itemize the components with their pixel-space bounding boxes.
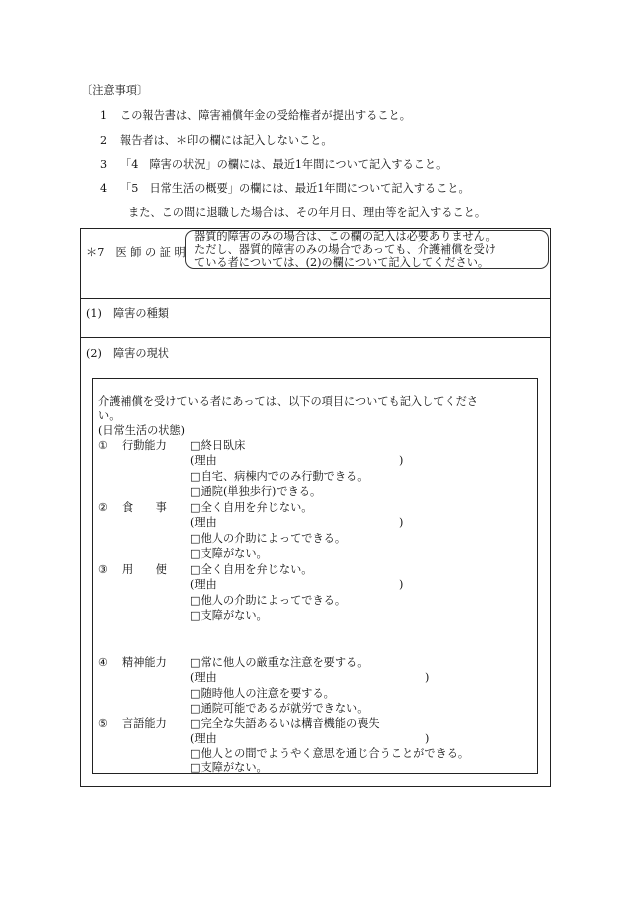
- reason-close: ): [425, 732, 430, 745]
- checkbox-option[interactable]: □支障がない。: [190, 761, 268, 774]
- reason-close: ): [425, 671, 430, 684]
- checkbox-option[interactable]: □完全な失語あるいは構音機能の喪失: [190, 717, 380, 730]
- checkbox-option[interactable]: □随時他人の注意を要する。: [190, 687, 335, 700]
- notes-title: 〔注意事項〕: [81, 84, 149, 97]
- daily-life-heading: (日常生活の状態): [98, 424, 186, 437]
- doctor-certificate-form: [80, 228, 551, 787]
- doctor-certificate-label: ＊7 医 師 の 証 明: [86, 246, 186, 259]
- section-injury-type: (1) 障害の種類: [86, 307, 169, 320]
- reason-field[interactable]: (理由: [190, 578, 217, 591]
- checkbox-option[interactable]: □終日臥床: [190, 439, 246, 452]
- note-continuation: また、この間に退職した場合は、その年月日、理由等を記入すること。: [128, 206, 487, 219]
- note-item-1: 1 この報告書は、障害補償年金の受給権者が提出すること。: [100, 109, 411, 122]
- category-speech: ⑤ 言語能力: [98, 717, 167, 730]
- checkbox-option[interactable]: □支障がない。: [190, 609, 268, 622]
- checkbox-option[interactable]: □通院可能であるが就労できない。: [190, 702, 369, 715]
- reason-field[interactable]: (理由: [190, 516, 217, 529]
- reason-close: ): [399, 578, 404, 591]
- reason-close: ): [399, 454, 404, 467]
- checkbox-option[interactable]: □他人との間でようやく意思を通じ合うことができる。: [190, 747, 470, 760]
- checkbox-option[interactable]: □他人の介助によってできる。: [190, 532, 347, 545]
- category-eating: ② 食 事: [98, 501, 167, 514]
- reason-field[interactable]: (理由: [190, 732, 217, 745]
- section-injury-status: (2) 障害の現状: [86, 347, 169, 360]
- checkbox-option[interactable]: □全く自用を弁じない。: [190, 501, 313, 514]
- intro-line-1: 介護補償を受けている者にあっては、以下の項目についても記入してくださ: [98, 395, 479, 408]
- bracket-line-2: ただし、器質的障害のみの場合であっても、介護補償を受け: [194, 243, 496, 256]
- checkbox-option[interactable]: □支障がない。: [190, 547, 268, 560]
- note-item-2: 2 報告者は、＊印の欄には記入しないこと。: [100, 134, 333, 147]
- category-toileting: ③ 用 便: [98, 563, 167, 576]
- reason-field[interactable]: (理由: [190, 454, 217, 467]
- checkbox-option[interactable]: □常に他人の厳重な注意を要する。: [190, 656, 369, 669]
- bracket-line-3: ている者については、(2)の欄について記入してください。: [194, 256, 490, 269]
- intro-line-2: い。: [98, 409, 121, 422]
- reason-field[interactable]: (理由: [190, 671, 217, 684]
- care-status-box: [92, 378, 538, 774]
- note-item-4: 4 「5 日常生活の概要」の欄には、最近1年間について記入すること。: [100, 182, 470, 195]
- checkbox-option[interactable]: □全く自用を弁じない。: [190, 563, 313, 576]
- divider: [81, 337, 550, 338]
- category-mobility: ① 行動能力: [98, 439, 167, 452]
- bracket-line-1: 器質的障害のみの場合は、この欄の記入は必要ありません。: [194, 230, 497, 243]
- category-mental: ④ 精神能力: [98, 656, 167, 669]
- checkbox-option[interactable]: □通院(単独歩行)できる。: [190, 485, 322, 498]
- reason-close: ): [399, 516, 404, 529]
- checkbox-option[interactable]: □他人の介助によってできる。: [190, 594, 347, 607]
- doctor-instructions-bracket: [185, 230, 549, 269]
- checkbox-option[interactable]: □自宅、病棟内でのみ行動できる。: [190, 470, 369, 483]
- note-item-3: 3 「4 障害の状況」の欄には、最近1年間について記入すること。: [100, 158, 448, 171]
- divider: [81, 298, 550, 299]
